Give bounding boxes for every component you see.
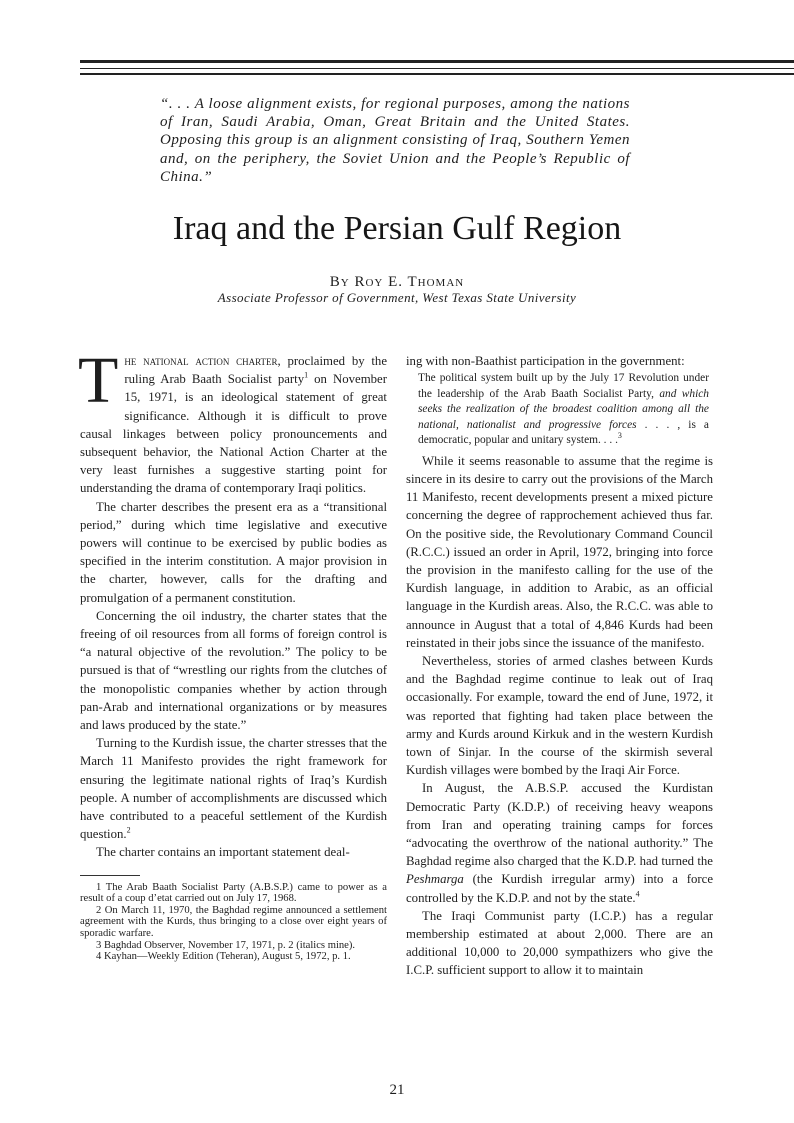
epigraph-quote: “. . . A loose alignment exists, for regional purposes, among the nations of Iran, Saudi Arabia, Oman, Great Britain and the United States. Opposing this group is an alignment consisting of Iraq, Southern Yemen and, on the periphery, the Soviet Union and the People’s Republic of China.” xyxy=(160,96,630,185)
footnote-ref-1[interactable]: 1 xyxy=(304,370,309,380)
author-byline: By Roy E. Thoman xyxy=(329,274,465,290)
paragraph: The Iraqi Communist party (I.C.P.) has a regular membership estimated at about 2,000. There are an additional 10,000 to 20,000 sympathizers who give the I.C.P. sufficient support to allow it to maintain xyxy=(406,908,713,978)
paragraph: Nevertheless, stories of armed clashes between Kurds and the Baghdad regime continue to leak out of Iraq occasionally. For example, toward the end of June, 1972, it was reported that fighting had taken place between the army and Kurds around Kirkuk and in the western Kurdish town of Sinjar. In the course of the skirmish several Kurdish villages were bombed by the Iraqi Air Force. xyxy=(406,653,713,778)
left-column xyxy=(78,344,388,963)
block-quote: The political system built up by the July 17 Revolution under the leadership of the Arab Baath Socialist Party, and which seeks the realization of the broadest coalition among all the national, nationalist and progressive forces . . . , is a democratic, popular and unitary system. . . .$^3$ xyxy=(418,372,709,447)
top-rule-lower xyxy=(80,73,794,75)
top-rule-thin xyxy=(80,68,794,69)
paragraph: While it seems reasonable to assume that the regime is sincere in its desire to carry out the provisions of the March 11 Manifesto, recent developments present a mixed picture concerning the degree of rapprochement achieved thus far. On the positive side, the Revolutionary Command Council (R.C.C.) issued an order in April, 1972, bringing into force the provision in the manifesto calling for the use of the Kurdish language, in addition to Arabic, as an official language in the Kurdish areas. Also, the R.C.C. was able to announce in August that a total of 4,846 Kurds had been reinstated in their jobs since the issuance of the manifesto. xyxy=(406,453,713,650)
paragraph-intro: The national action charter, proclaimed by the ruling Arab Baath Socialist party$^1$ on November 15, 1971, is an ideological statement of great significance. Although it is difficult to prove causal linkages between policy pronouncements and subsequent behavior, the National Action Charter at the very least furnishes a suggestive starting point for understanding the drama of contemporary Iraqi politics. xyxy=(78,344,388,496)
paragraph: ing with non-Baathist participation in the government: xyxy=(406,354,685,368)
lead-in-small-caps: he national action charter, xyxy=(124,354,281,368)
footnote-4: 4 Kayhan—Weekly Edition (Teheran), August 5, 1972, p. 1. xyxy=(96,951,351,963)
paragraph: Concerning the oil industry, the charter states that the freeing of oil resources from all forms of foreign control is “a natural objective of the revolution.” The policy to be pursued is that of “wrestling our rights from the clutches of the monopolistic companies whether by action through pan-Arab and international organizations or by measures and laws produced by the state.” xyxy=(80,608,387,733)
footnote-3: 3 Baghdad Observer, November 17, 1971, p. 2 (italics mine). xyxy=(96,939,356,951)
paragraph: The charter contains an important statement deal- xyxy=(96,845,350,860)
paragraph: In August, the A.B.S.P. accused the Kurdistan Democratic Party (K.D.P.) of receiving heavy weapons from Iran and operating training camps for forces “advocating the overthrow of the national authority.” The Baghdad regime also charged that the K.D.P. had turned the Peshmarga (the Kurdish irregular army) into a force controlled by the K.D.P. and not by the state.$^4$ xyxy=(406,781,713,905)
footnote-2: 2 On March 11, 1970, the Baghdad regime announced a settlement agreement with the Kurds, thus bringing to a close over eight years of sporadic warfare. xyxy=(80,904,387,940)
page-number: 21 xyxy=(389,1082,405,1098)
right-column xyxy=(406,352,713,980)
paragraph: Turning to the Kurdish issue, the charter stresses that the March 11 Manifesto provides the right framework for ensuring the legitimate national rights of Iraq’s Kurdish people. A number of accomplishments are discussed which have contributed to a peaceful settlement of the Kurdish question.$^2$ xyxy=(80,736,387,842)
top-rule-thick xyxy=(80,60,794,63)
footnote-ref-4[interactable]: 4 xyxy=(635,889,640,899)
paragraph: The charter describes the present era as a “transitional period,” during which time legislative and executive powers will continue to be exercised by public bodies as specified in the interim constitution. A major provision in the charter, however, calls for the drafting and promulgation of a permanent constitution. xyxy=(80,499,387,605)
drop-cap: T xyxy=(78,344,119,417)
author-affiliation: Associate Professor of Government, West Texas State University xyxy=(217,290,577,305)
footnote-1: 1 The Arab Baath Socialist Party (A.B.S.P.) came to power as a result of a coup d’etat carried out on July 17, 1968. xyxy=(80,881,387,905)
footnote-ref-3[interactable]: 3 xyxy=(617,431,622,441)
footnote-divider xyxy=(80,875,140,876)
footnote-ref-2[interactable]: 2 xyxy=(126,826,131,836)
article-title: Iraq and the Persian Gulf Region xyxy=(172,210,622,247)
